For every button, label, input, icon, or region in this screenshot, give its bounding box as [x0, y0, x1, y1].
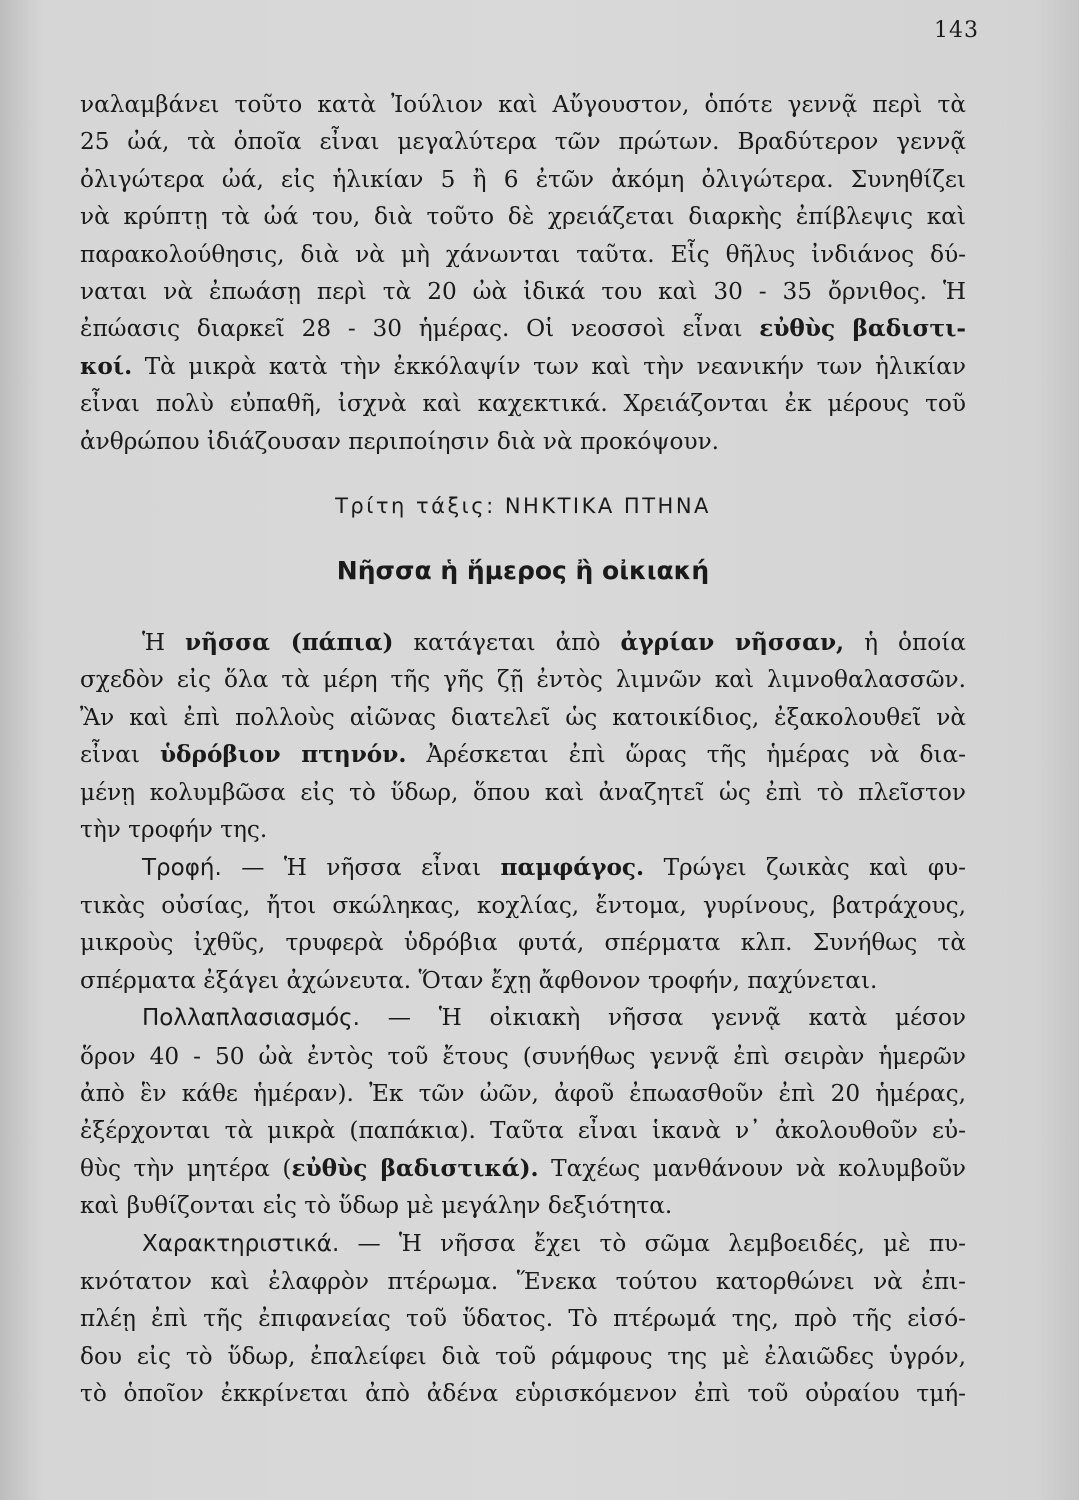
- text-line: κοί. Τὰ μικρὰ κατὰ τὴν ἐκκόλαψίν των καὶ τὴν νεανικήν των ἡλικίαν: [80, 352, 967, 380]
- section-title: Νῆσσα ἡ ἥμερος ἢ οἰκιακή: [336, 556, 710, 586]
- text-line: 25 ὠά, τὰ ὁποῖα εἶναι μεγαλύτερα τῶν πρώτων. Βραδύτερον γεννᾷ: [80, 128, 966, 156]
- text-line: σχεδὸν εἰς ὅλα τὰ μέρη τῆς γῆς ζῇ ἐντὸς λιμνῶν καὶ λιμνοθαλασσῶν.: [80, 666, 966, 694]
- text-line: ναλαμβάνει τοῦτο κατὰ Ἰούλιον καὶ Αὔγουστον, ὁπότε γεννᾷ περὶ τὰ: [80, 91, 966, 118]
- text-line: τὸ ὁποῖον ἐκκρίνεται ἀπὸ ἀδένα εὑρισκόμενον ἐπὶ τοῦ οὐραίου τμή-: [80, 1380, 966, 1408]
- paragraph-reproduction: [80, 999, 966, 1224]
- emphasis: εὐθὺς βαδιστι-: [759, 315, 967, 343]
- text-line: μικροὺς ἰχθῦς, τρυφερὰ ὑδρόβια φυτά, σπέρματα κλπ. Συνήθως τὰ: [80, 929, 966, 957]
- text-line: τὴν τροφήν της.: [80, 816, 268, 844]
- paragraph-incubation: [80, 86, 966, 460]
- paragraph-intro: [80, 624, 966, 848]
- text-line: ὅρον 40 - 50 ὠὰ ἐντὸς τοῦ ἔτους (συνήθως γεννᾷ ἐπὶ σειρὰν ἡμερῶν: [80, 1042, 966, 1070]
- text-line: Τροφή. — Ἡ νῆσσα εἶναι παμφάγος. Τρώγει ζωικὰς καὶ φυ-: [142, 853, 967, 881]
- text-line: σπέρματα ἐξάγει ἀχώνευτα. Ὅταν ἔχῃ ἄφθονον τροφήν, παχύνεται.: [80, 966, 878, 994]
- text-line: παρακολούθησις, διὰ νὰ μὴ χάνωνται ταῦτα. Εἷς θῆλυς ἰνδιάνος δύ-: [80, 240, 966, 268]
- text-line: κνότατον καὶ ἐλαφρὸν πτέρωμα. Ἕνεκα τούτου κατορθώνει νὰ ἐπι-: [80, 1267, 966, 1295]
- text-line: Ἡ νῆσσα (πάπια) κατάγεται ἀπὸ ἀγρίαν νῆσσαν, ἡ ὁποία: [142, 629, 966, 657]
- text-line: τικὰς οὐσίας, ἤτοι σκώληκας, κοχλίας, ἔντομα, γυρίνους, βατράχους,: [80, 891, 966, 919]
- features-heading: Χαρακτηριστικά.: [142, 1230, 340, 1257]
- text-line: ἐπώασις διαρκεῖ 28 - 30 ἡμέρας. Οἱ νεοσσοὶ εἶναι εὐθὺς βαδιστι-: [80, 315, 967, 343]
- section-label: Τρίτη τάξις: ΝΗΚΤΙΚΑ ΠΤΗΝΑ: [335, 494, 711, 519]
- text-line: Πολλαπλασιασμός. — Ἡ οἰκιακὴ νῆσσα γεννᾷ κατὰ μέσον: [142, 1004, 966, 1032]
- text-line: νὰ κρύπτῃ τὰ ὠά του, διὰ τοῦτο δὲ χρειάζεται διαρκὴς ἐπίβλεψις καὶ: [80, 203, 966, 231]
- text-line: ὀλιγώτερα ὠά, εἰς ἡλικίαν 5 ἢ 6 ἐτῶν ἀκόμη ὀλιγώτερα. Συνηθίζει: [80, 165, 966, 193]
- text-line: δου εἰς τὸ ὕδωρ, ἐπαλείφει διὰ τοῦ ράμφους της μὲ ἐλαιῶδες ὑγρόν,: [80, 1342, 966, 1370]
- text-line: ἀνθρώπου ἰδιάζουσαν περιποίησιν διὰ νὰ προκόψουν.: [80, 427, 720, 455]
- text-line: εἶναι πολὺ εὐπαθῆ, ἰσχνὰ καὶ καχεκτικά. Χρειάζονται ἐκ μέρους τοῦ: [80, 390, 966, 418]
- text-line: ἐξέρχονται τὰ μικρὰ (παπάκια). Ταῦτα εἶναι ἱκανὰ ν᾿ ἀκολουθοῦν εὐ-: [80, 1117, 966, 1145]
- paragraph-features: [80, 1225, 966, 1413]
- text-line: ἀπὸ ἓν κάθε ἡμέραν). Ἐκ τῶν ὠῶν, ἀφοῦ ἐπωασθοῦν ἐπὶ 20 ἡμέρας,: [80, 1079, 966, 1107]
- text-line: θὺς τὴν μητέρα (εὐθὺς βαδιστικά). Ταχέως μανθάνουν νὰ κολυμβοῦν: [80, 1154, 967, 1182]
- page-number: 143: [934, 18, 979, 43]
- text-line: ναται νὰ ἐπωάσῃ περὶ τὰ 20 ὠὰ ἰδικά του καὶ 30 - 35 ὄρνιθος. Ἡ: [80, 278, 966, 306]
- text-line: πλέῃ ἐπὶ τῆς ἐπιφανείας τοῦ ὕδατος. Τὸ πτέρωμά της, πρὸ τῆς εἰσό-: [80, 1305, 966, 1333]
- reproduction-heading: Πολλαπλασιασμός.: [142, 1005, 360, 1032]
- text-line: Ἂν καὶ ἐπὶ πολλοὺς αἰῶνας διατελεῖ ὡς κατοικίδιος, ἐξακολουθεῖ νὰ: [80, 703, 966, 731]
- text-line: Χαρακτηριστικά. — Ἡ νῆσσα ἔχει τὸ σῶμα λεμβοειδές, μὲ πυ-: [142, 1229, 966, 1257]
- food-heading: Τροφή.: [142, 854, 222, 881]
- text-line: μένῃ κολυμβῶσα εἰς τὸ ὕδωρ, ὅπου καὶ ἀναζητεῖ ὡς ἐπὶ τὸ πλεῖστον: [80, 778, 966, 806]
- text-line: καὶ βυθίζονται εἰς τὸ ὕδωρ μὲ μεγάλην δεξιότητα.: [80, 1192, 673, 1220]
- text-line: εἶναι ὑδρόβιον πτηνόν. Ἀρέσκεται ἐπὶ ὥρας τῆς ἡμέρας νὰ δια-: [80, 741, 966, 769]
- emphasis: κοί.: [80, 352, 133, 380]
- paragraph-food: [80, 849, 966, 1000]
- page-content: [80, 86, 966, 1413]
